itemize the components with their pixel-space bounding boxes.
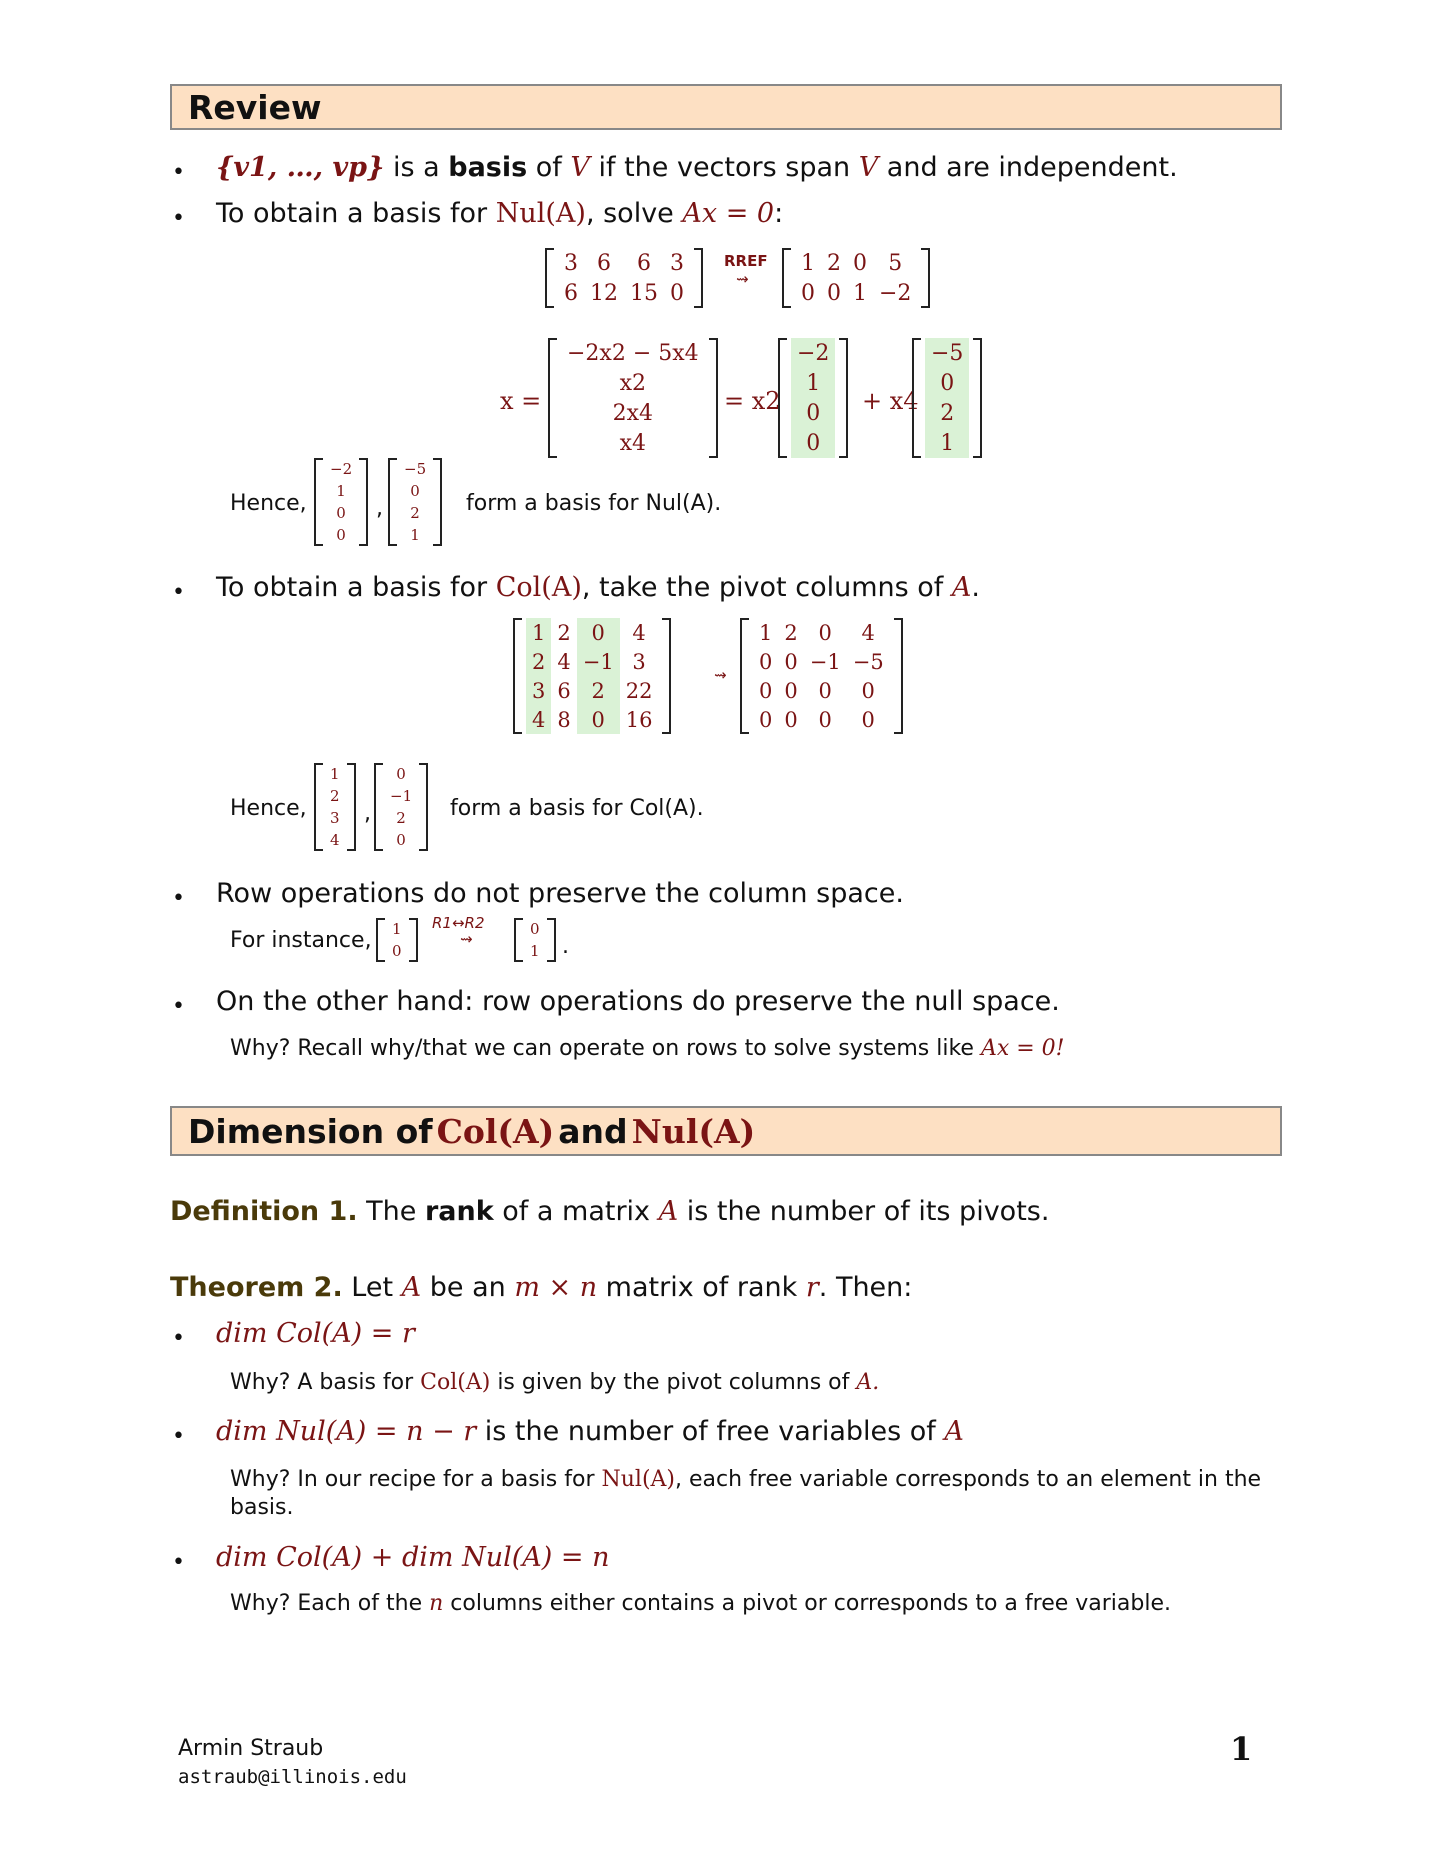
- matrix-entry: 0: [784, 649, 798, 674]
- vector-entry: 0: [396, 765, 406, 783]
- hence-nul-label: Hence,: [230, 491, 307, 516]
- matrix-entry: 0: [818, 678, 832, 703]
- why-dim-col: Why? A basis for Col(A) is given by the pivot columns of A.: [230, 1370, 880, 1395]
- vector-entry: 0: [530, 920, 540, 938]
- matrix-entry: 1: [759, 620, 773, 645]
- matrix-entry: 22: [625, 678, 653, 703]
- x-lhs: x =: [500, 387, 542, 415]
- basis-vector-1: [778, 338, 848, 458]
- matrix-entry: 4: [861, 620, 875, 645]
- vector-entry: −1: [390, 787, 413, 805]
- vector-entry: 0: [336, 504, 346, 522]
- matrix-entry: 1: [801, 250, 815, 276]
- matrix-entry: 6: [637, 250, 651, 276]
- bullet-dot: •: [172, 580, 185, 605]
- vector-entry: 2: [330, 787, 340, 805]
- review-header: [170, 84, 1282, 130]
- bullet-dot: •: [172, 1424, 185, 1449]
- matrix-entry: 5: [888, 250, 903, 276]
- row-ops-col-line: Row operations do not preserve the column space.: [216, 878, 904, 909]
- matrix-entry: 0: [759, 707, 773, 732]
- vector-entry: 1: [791, 368, 835, 398]
- matrix-entry: 2: [526, 647, 551, 676]
- bullet-dot: •: [172, 1550, 185, 1575]
- matrix-entry: 0: [577, 618, 620, 647]
- vector-entry: −2: [791, 338, 835, 368]
- matrix-r2: [740, 618, 903, 734]
- basis-vector-2: [912, 338, 982, 458]
- nul-basis-small-2: [388, 458, 442, 546]
- for-instance-label: For instance,: [230, 928, 372, 953]
- matrix-entry: 0: [784, 707, 798, 732]
- matrix-entry: 0: [853, 250, 867, 276]
- matrix-entry: 0: [818, 620, 832, 645]
- rank-nullity-eq: dim Col(A) + dim Nul(A) = n: [216, 1542, 610, 1573]
- definition-rank: Definition 1. The rank of a matrix A is the number of its pivots.: [170, 1196, 1050, 1227]
- dimension-header: Dimension of Col(A) and Nul(A): [170, 1106, 1282, 1156]
- hence-col-label: Hence,: [230, 796, 307, 821]
- matrix-entry: 0: [784, 678, 798, 703]
- theorem-line: Theorem 2. Let A be an m × n matrix of rank r. Then:: [170, 1272, 913, 1303]
- matrix-entry: 0: [670, 280, 684, 306]
- matrix-entry: 0: [818, 707, 832, 732]
- col-basis-small-1: [314, 763, 356, 851]
- matrix-entry: 2: [577, 676, 620, 705]
- matrix-entry: −2: [879, 280, 912, 306]
- matrix-entry: 2: [557, 620, 571, 645]
- nul-basis-line: To obtain a basis for Nul(A), solve Ax = 0:: [216, 198, 784, 229]
- matrix-entry: 6: [557, 678, 571, 703]
- swap-arrow: ⇝: [460, 930, 473, 948]
- vector-entry: 0: [392, 942, 402, 960]
- matrix-entry: −1: [809, 649, 841, 674]
- matrix-entry: 12: [590, 280, 618, 306]
- plus-x4: + x4: [862, 387, 919, 415]
- x-vector: [548, 338, 718, 458]
- dim-nul-line: dim Nul(A) = n − r is the number of free variables of A: [216, 1416, 964, 1447]
- matrix-entry: 1: [853, 280, 867, 306]
- vector-entry: x2: [619, 370, 647, 396]
- vector-entry: 2x4: [612, 400, 654, 426]
- matrix-entry: −1: [577, 647, 620, 676]
- matrix-entry: 4: [526, 705, 551, 734]
- matrix-entry: 4: [632, 620, 646, 645]
- author-name: Armin Straub: [178, 1736, 324, 1761]
- vector-entry: −2x2 − 5x4: [567, 340, 699, 366]
- row-ops-nul-line: On the other hand: row operations do preserve the null space.: [216, 986, 1060, 1017]
- review-title: Review: [188, 87, 322, 127]
- matrix-entry: 0: [801, 280, 815, 306]
- matrix-entry: 1: [526, 618, 551, 647]
- why-dim-nul-cont: basis.: [230, 1495, 294, 1520]
- vector-entry: 0: [791, 428, 835, 458]
- rref-arrow: ⇝: [736, 270, 749, 288]
- matrix-entry: 3: [564, 250, 578, 276]
- matrix-r1: [782, 248, 930, 308]
- vector-entry: 0: [410, 482, 420, 500]
- bullet-dot: •: [172, 206, 185, 231]
- vector-entry: 1: [925, 428, 969, 458]
- basis-definition-line: {v1, …, vp} is a basis of V if the vectors span V and are independent.: [216, 152, 1178, 183]
- vector-set: {v1, …, vp}: [216, 152, 385, 183]
- why-dim-nul: Why? In our recipe for a basis for Nul(A), each free variable corresponds to an element in the: [230, 1467, 1262, 1492]
- vector-entry: 1: [530, 942, 540, 960]
- matrix-entry: 4: [557, 649, 571, 674]
- matrix-a2: [513, 618, 671, 734]
- page-number: 1: [1230, 1730, 1253, 1768]
- vector-entry: 3: [330, 809, 340, 827]
- matrix-entry: 3: [526, 676, 551, 705]
- matrix-entry: 2: [827, 250, 841, 276]
- matrix-entry: 3: [632, 649, 646, 674]
- why-rank-nullity: Why? Each of the n columns either contains a pivot or corresponds to a free variable.: [230, 1591, 1171, 1616]
- matrix-entry: 6: [597, 250, 611, 276]
- bullet-dot: •: [172, 1326, 185, 1351]
- vector-entry: −5: [925, 338, 969, 368]
- matrix-entry: 0: [861, 707, 875, 732]
- matrix-entry: 6: [564, 280, 578, 306]
- matrix-entry: 16: [625, 707, 653, 732]
- matrix-entry: 0: [827, 280, 841, 306]
- vector-entry: 1: [410, 526, 420, 544]
- e1-vector: [376, 918, 418, 962]
- bullet-dot: •: [172, 160, 185, 185]
- author-email: astraub@illinois.edu: [178, 1766, 407, 1788]
- col-basis-small-2: [374, 763, 428, 851]
- swap-label: R1↔R2: [432, 914, 485, 932]
- vector-entry: 0: [925, 368, 969, 398]
- row-reduce-arrow: ⇝: [714, 666, 727, 684]
- dim-col-eq: dim Col(A) = r: [216, 1318, 415, 1349]
- vector-entry: 0: [336, 526, 346, 544]
- col-basis-line: To obtain a basis for Col(A), take the pivot columns of A.: [216, 572, 980, 603]
- hence-col-text: form a basis for Col(A).: [450, 796, 704, 821]
- vector-entry: 1: [336, 482, 346, 500]
- vector-entry: 0: [396, 831, 406, 849]
- hence-nul-text: form a basis for Nul(A).: [466, 491, 722, 516]
- nul-basis-small-1: [314, 458, 368, 546]
- e2-vector: [514, 918, 556, 962]
- vector-entry: −5: [404, 460, 427, 478]
- matrix-entry: 0: [577, 705, 620, 734]
- vector-entry: 1: [330, 765, 340, 783]
- vector-entry: 2: [410, 504, 420, 522]
- matrix-entry: 0: [759, 649, 773, 674]
- matrix-entry: 0: [861, 678, 875, 703]
- vector-entry: 2: [925, 398, 969, 428]
- matrix-entry: 3: [670, 250, 684, 276]
- matrix-a1: [545, 248, 703, 308]
- vector-entry: 0: [791, 398, 835, 428]
- matrix-entry: 8: [557, 707, 571, 732]
- vector-entry: 1: [392, 920, 402, 938]
- bullet-dot: •: [172, 886, 185, 911]
- vector-entry: 2: [396, 809, 406, 827]
- rref-label: RREF: [724, 252, 768, 270]
- matrix-entry: 0: [759, 678, 773, 703]
- why-null-space: Why? Recall why/that we can operate on rows to solve systems like Ax = 0!: [230, 1036, 1065, 1061]
- eq-x2: = x2: [724, 387, 781, 415]
- matrix-entry: 15: [630, 280, 658, 306]
- bullet-dot: •: [172, 994, 185, 1019]
- vector-entry: 4: [330, 831, 340, 849]
- vector-entry: x4: [619, 430, 647, 456]
- vector-entry: −2: [330, 460, 353, 478]
- matrix-entry: 2: [784, 620, 798, 645]
- matrix-entry: −5: [852, 649, 884, 674]
